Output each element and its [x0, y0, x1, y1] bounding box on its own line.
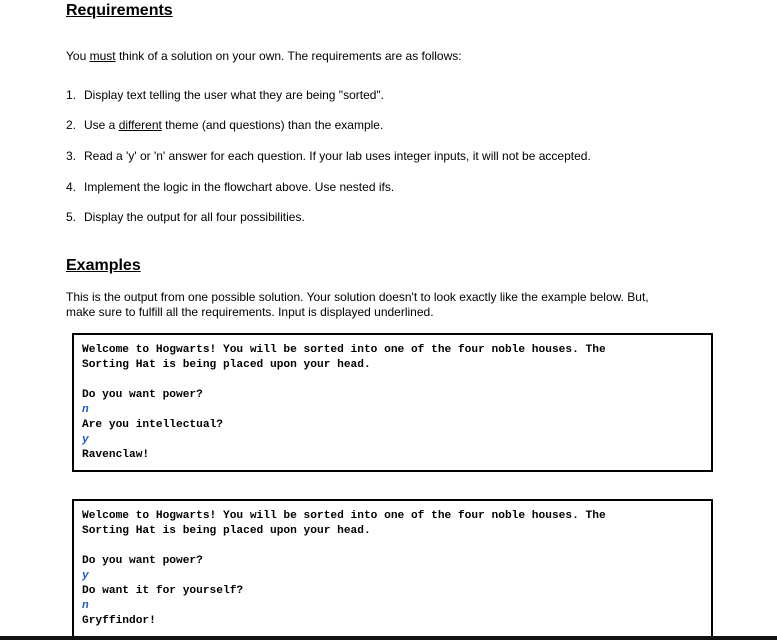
must-emphasis: must	[89, 49, 116, 63]
welcome-line-1: Welcome to Hogwarts! You will be sorted into one of the four noble houses. The	[82, 344, 606, 356]
user-input-answer: y	[82, 570, 89, 582]
different-emphasis: different	[118, 118, 162, 132]
example-output-box-1	[72, 333, 713, 472]
requirements-intro: You must think of a solution on your own. The requirements are as follows:	[66, 49, 462, 63]
user-input-answer: n	[82, 600, 89, 612]
sorting-result: Gryffindor!	[82, 615, 156, 627]
welcome-line-2: Sorting Hat is being placed upon your head.	[82, 359, 371, 371]
requirement-item-2: 2. Use a different theme (and questions) than the example.	[66, 118, 384, 132]
question-power: Do you want power?	[82, 555, 203, 567]
requirements-heading: Requirements	[66, 2, 173, 19]
examples-heading: Examples	[66, 257, 141, 274]
user-input-answer: y	[82, 434, 89, 446]
sorting-result: Ravenclaw!	[82, 449, 150, 461]
question-intellectual: Are you intellectual?	[82, 419, 223, 431]
question-for-yourself: Do want it for yourself?	[82, 585, 244, 597]
requirement-item-5: 5. Display the output for all four possibilities.	[66, 210, 305, 224]
requirement-item-3: 3. Read a 'y' or 'n' answer for each question. If your lab uses integer inputs, it will not be accepted.	[66, 149, 591, 163]
welcome-line-1: Welcome to Hogwarts! You will be sorted into one of the four noble houses. The	[82, 510, 606, 522]
welcome-line-2: Sorting Hat is being placed upon your head.	[82, 525, 371, 537]
user-input-answer: n	[82, 404, 89, 416]
requirement-item-4: 4. Implement the logic in the flowchart above. Use nested ifs.	[66, 180, 395, 194]
question-power: Do you want power?	[82, 389, 203, 401]
requirement-item-1: 1. Display text telling the user what they are being "sorted".	[66, 88, 385, 102]
examples-description: This is the output from one possible solution. Your solution doesn't to look exactly like the example below. But, make sure to fulfill all the requirements. Input is displayed underlined.	[66, 290, 649, 319]
page-bottom-border	[0, 636, 777, 640]
example-output-box-2	[72, 499, 713, 639]
